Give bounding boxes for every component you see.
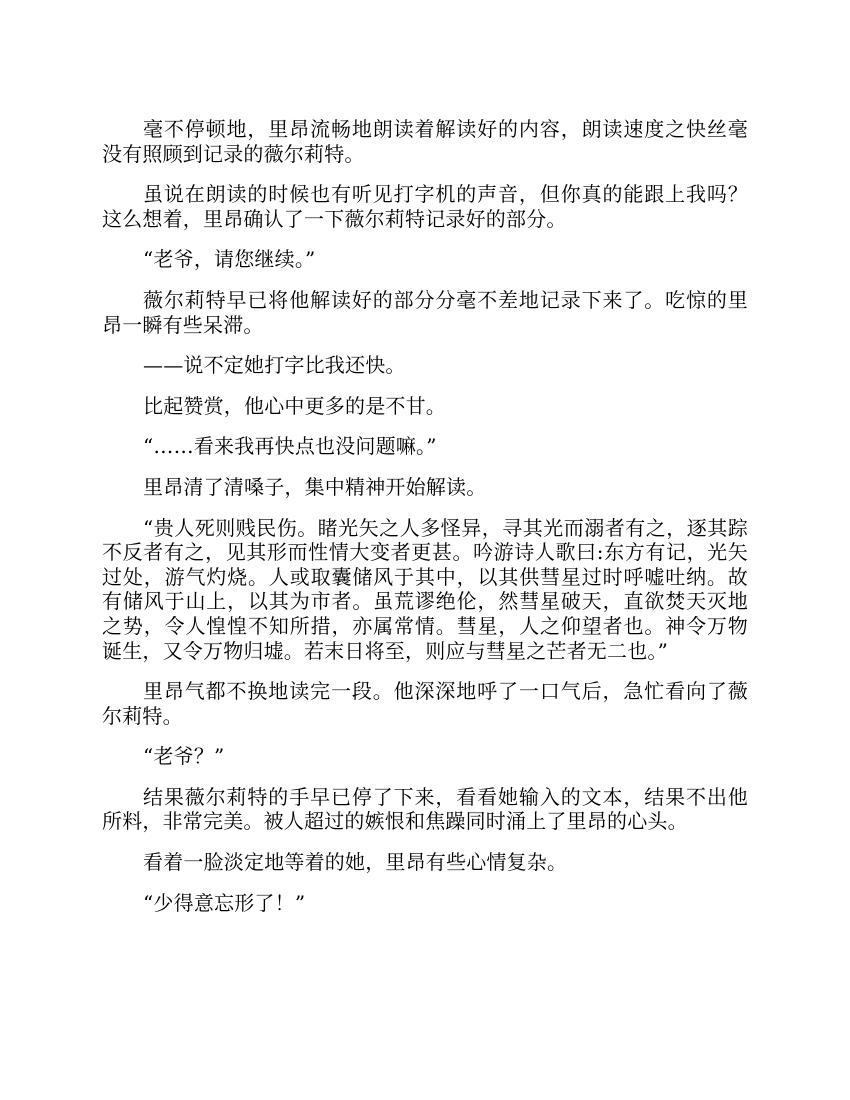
paragraph: “老爷，请您继续。”: [143, 247, 316, 272]
paragraph: 看着一脸淡定地等着的她，里昂有些心情复杂。: [143, 850, 568, 875]
paragraph: 毫不停顿地，里昂流畅地朗读着解读好的内容，朗读速度之快丝毫没有照顾到记录的薇尔莉特。: [102, 117, 748, 166]
paragraph: 里昂气都不换地读完一段。他深深地呼了一口气后，急忙看向了薇尔莉特。: [102, 679, 748, 728]
paragraph: 结果薇尔莉特的手早已停了下来，看看她输入的文本，结果不出他所料，非常完美。被人超过的嫉恨和焦躁同时涌上了里昂的心头。: [102, 784, 748, 834]
document-page: [102, 117, 748, 931]
paragraph: “……看来我再快点也没问题嘛。”: [143, 434, 437, 459]
paragraph: 虽说在朗读的时候也有听见打字机的声音，但你真的能跟上我吗？这么想着，里昂确认了一下薇尔莉特记录好的部分。: [102, 182, 748, 231]
paragraph: 比起赞赏，他心中更多的是不甘。: [143, 393, 446, 418]
paragraph: 薇尔莉特早已将他解读好的部分分毫不差地记录下来了。吃惊的里昂一瞬有些呆滞。: [102, 287, 748, 337]
paragraph: 里昂清了清嗓子，集中精神开始解读。: [143, 474, 487, 499]
paragraph: “贵人死则贱民伤。睹光矢之人多怪异，寻其光而溺者有之，逐其踪不反者有之，见其形而性情大变者更甚。吟游诗人歌曰:东方有记，光矢过处，游气灼烧。人或取囊储风于其中，以其供彗星过时呼嘘吐纳。故有储风于山上，以其为市者。虽荒谬绝伦，然彗星破天，直欲焚天灭地之势，令人惶惶不知所措，亦属常情。彗星，人之仰望者也。神令万物诞生，又令万物归墟。若末日将至，则应与彗星之芒者无二也。”: [102, 515, 748, 663]
paragraph: “少得意忘形了！”: [143, 890, 306, 915]
paragraph: ——说不定她打字比我还快。: [143, 353, 406, 378]
paragraph: “老爷？”: [143, 744, 225, 769]
